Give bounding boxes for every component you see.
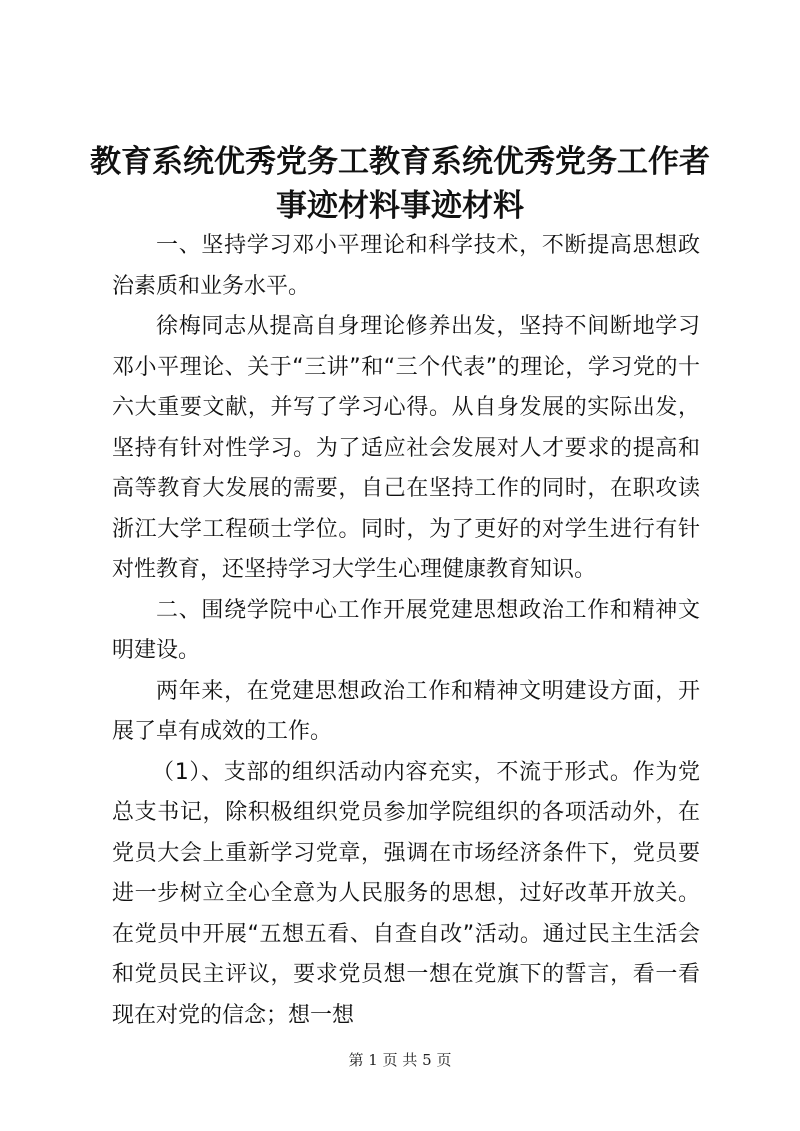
document-title xyxy=(80,140,720,228)
paragraph-3: 二、围绕学院中心工作开展党建思想政治工作和精神文明建设。 xyxy=(112,597,700,663)
title-line-2: 事迹材料事迹材料 xyxy=(276,188,524,224)
page-footer: 第 1 页 共 5 页 xyxy=(348,1051,452,1069)
paragraph-4: 两年来，在党建思想政治工作和精神文明建设方面，开展了卓有成效的工作。 xyxy=(112,678,700,744)
paragraph-5: （1）、支部的组织活动内容充实，不流于形式。作为党总支书记，除积极组织党员参加学院组织的各项活动外，在党员大会上重新学习党章，强调在市场经济条件下，党员要进一步树立全心全意为人民服务的思想，过好改革开放关。在党员中开展“五想五看、自查自改”活动。通过民主生活会和党员民主评议，要求党员想一想在党旗下的誓言，看一看现在对党的信念；想一想 xyxy=(112,759,700,1028)
title-line-1: 教育系统优秀党务工教育系统优秀党务工作者 xyxy=(90,144,710,180)
document-body xyxy=(112,226,700,1036)
paragraph-2: 徐梅同志从提高自身理论修养出发，坚持不间断地学习邓小平理论、关于“三讲”和“三个代表”的理论，学习党的十六大重要文献，并写了学习心得。从自身发展的实际出发，坚持有针对性学习。为了适应社会发展对人才要求的提高和高等教育大发展的需要，自己在坚持工作的同时，在职攻读浙江大学工程硕士学位。同时，为了更好的对学生进行有针对性教育，还坚持学习大学生心理健康教育知识。 xyxy=(112,314,700,582)
paragraph-1: 一、坚持学习邓小平理论和科学技术，不断提高思想政治素质和业务水平。 xyxy=(112,233,700,299)
